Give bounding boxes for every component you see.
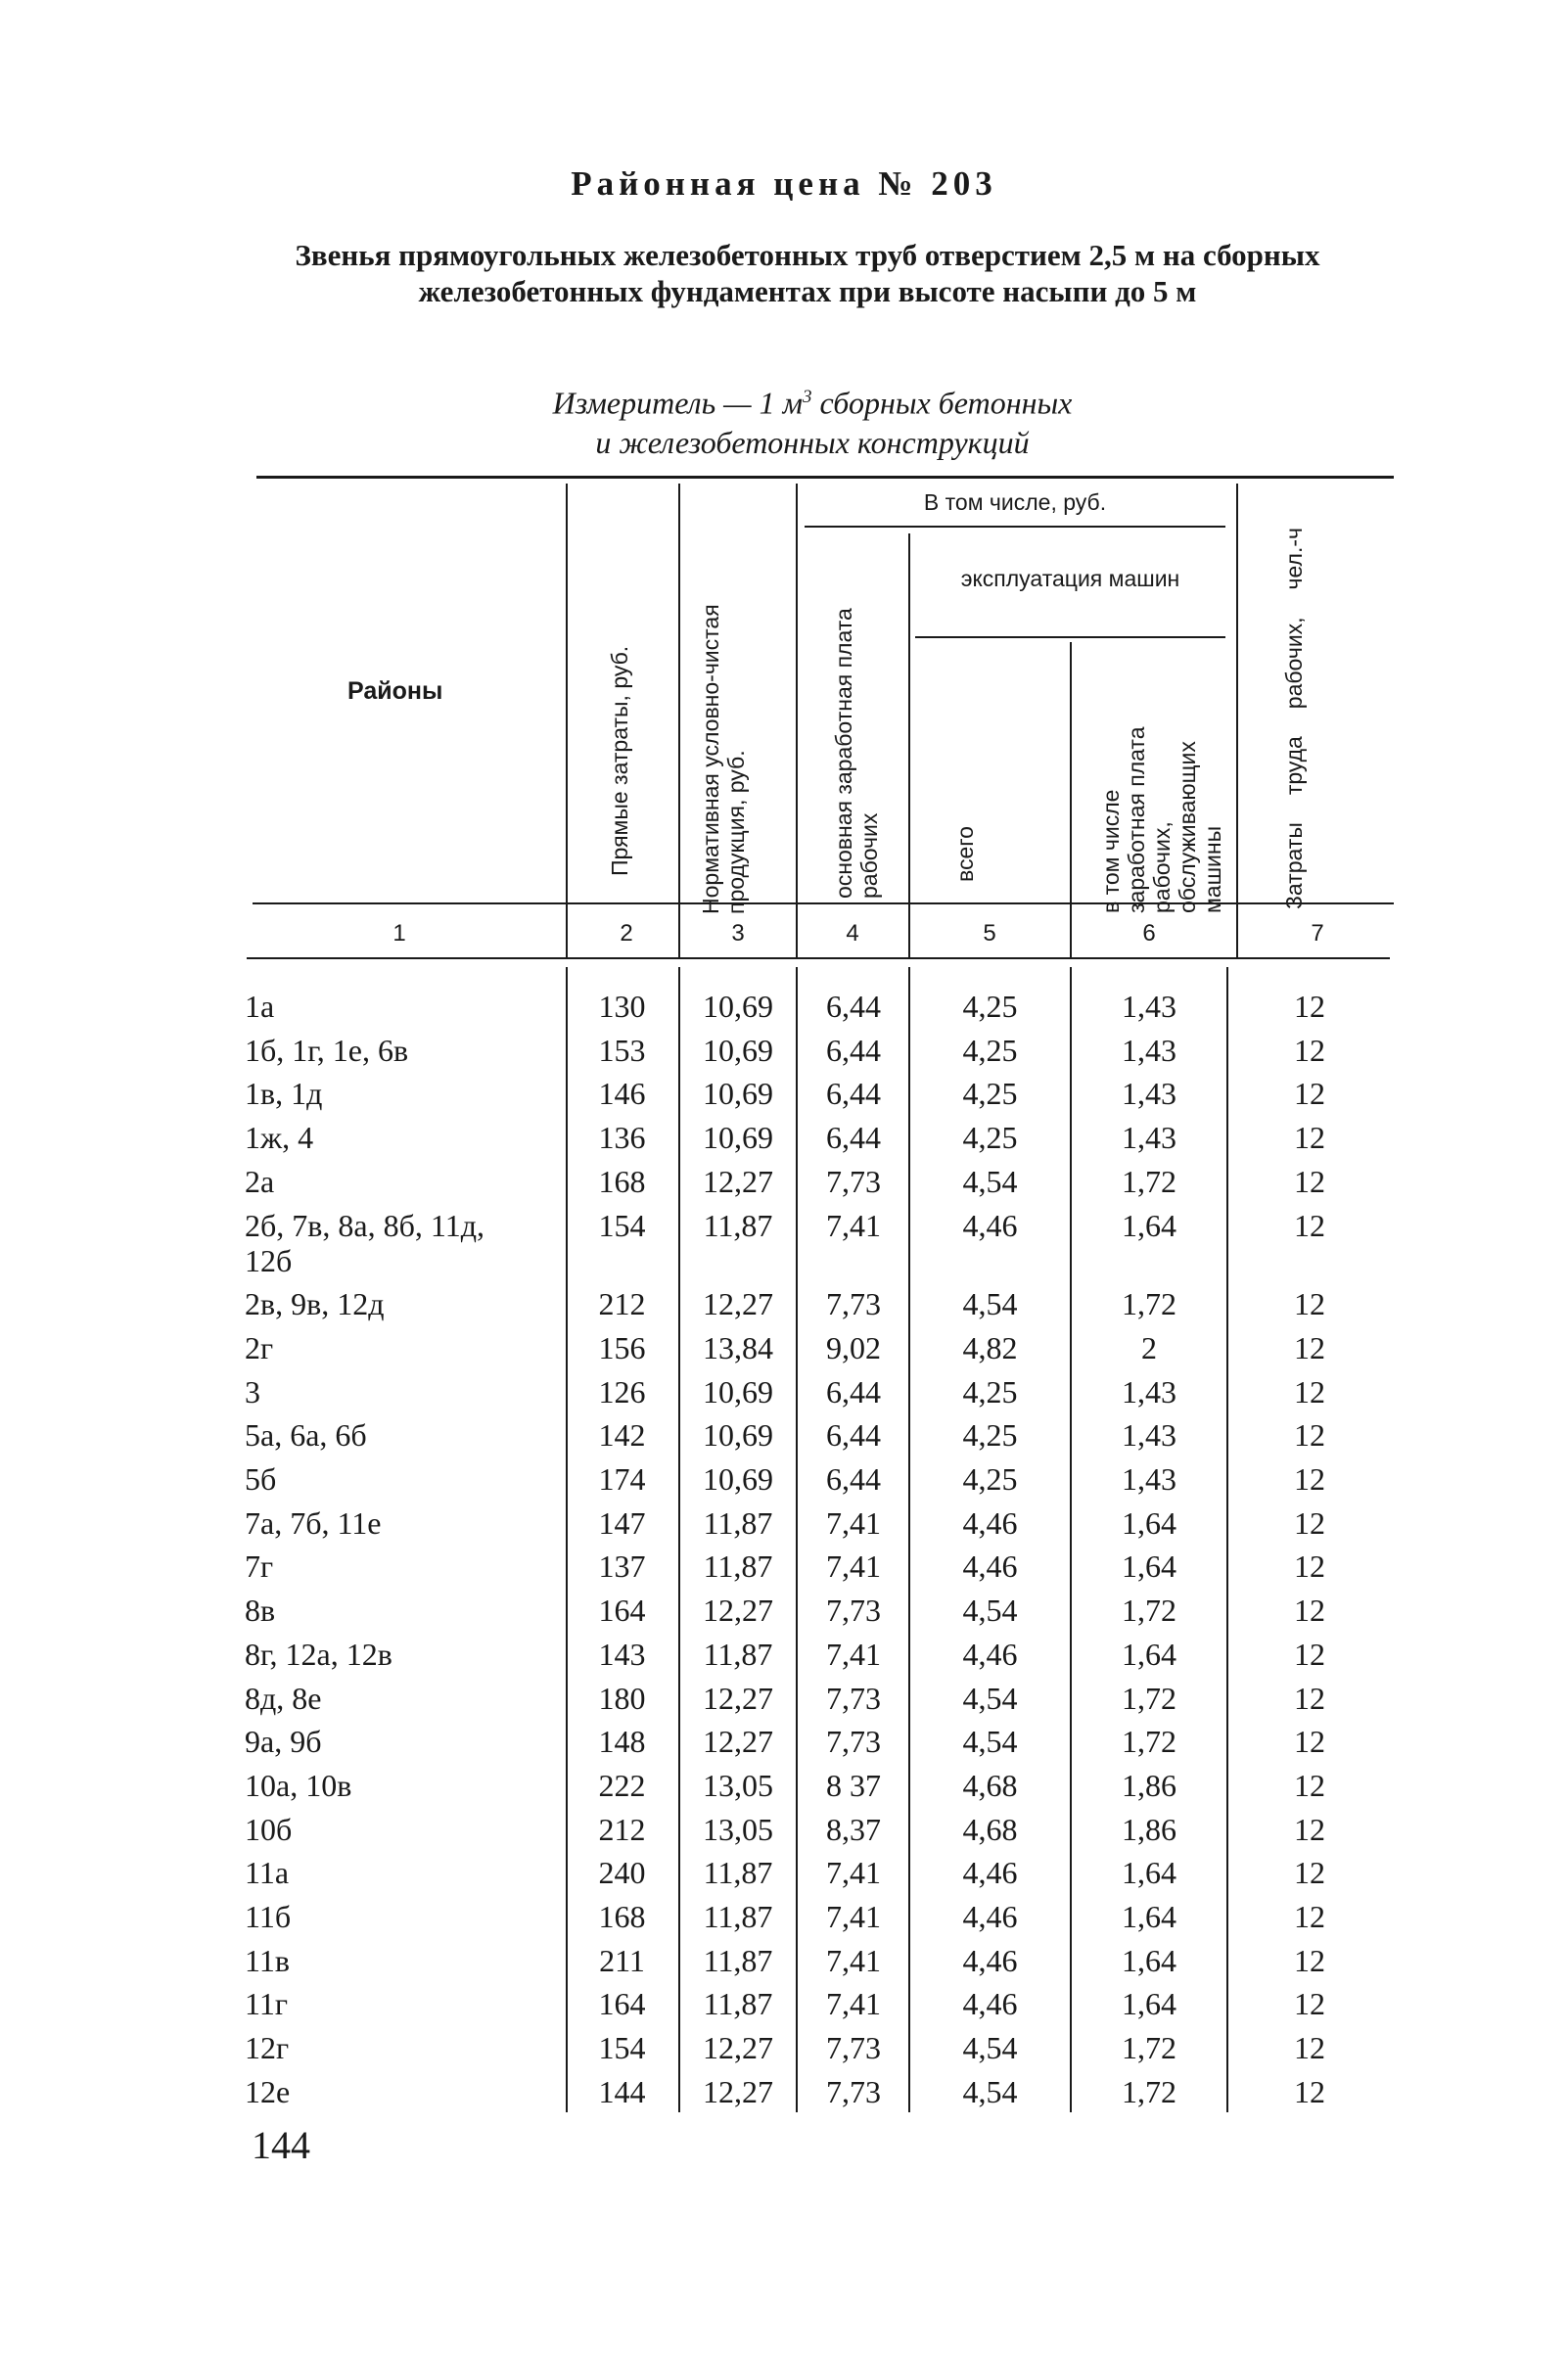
cell-normative: 13,84 — [703, 1329, 773, 1365]
page-title: Районная цена № 203 — [571, 164, 997, 203]
cell-machines-total: 4,68 — [962, 1767, 1018, 1803]
table-row — [0, 1164, 1568, 1208]
cell-machines-wage: 1,72 — [1122, 2030, 1176, 2066]
cell-labor: 12 — [1294, 1899, 1325, 1934]
cell-labor: 12 — [1294, 1120, 1325, 1156]
cell-labor: 12 — [1294, 1811, 1325, 1847]
header-rule-group — [805, 526, 1225, 528]
table-row — [0, 1374, 1568, 1418]
cell-district-continued: 12б — [245, 1242, 293, 1278]
table-row — [0, 1548, 1568, 1593]
cell-normative: 11,87 — [703, 1899, 773, 1934]
cell-direct-costs: 136 — [598, 1120, 646, 1156]
cell-machines-wage: 1,86 — [1122, 1767, 1176, 1803]
cell-labor: 12 — [1294, 1855, 1325, 1891]
header-labor: Затраты труда рабочих, чел.-ч — [1281, 528, 1307, 909]
cell-normative: 10,69 — [703, 1120, 773, 1156]
cell-district: 8д, 8е — [245, 1680, 322, 1716]
cell-district: 1ж, 4 — [245, 1120, 314, 1156]
cell-machines-total: 4,46 — [962, 1504, 1018, 1541]
cell-base-wage: 8 37 — [826, 1767, 881, 1803]
table-top-rule — [256, 476, 1394, 479]
header-machines-total: всего — [952, 826, 978, 882]
cell-district: 1в, 1д — [245, 1076, 323, 1112]
table-row — [0, 1505, 1568, 1549]
cell-normative: 11,87 — [703, 1942, 773, 1978]
cell-base-wage: 7,73 — [826, 2073, 881, 2109]
cell-machines-wage: 1,72 — [1122, 2073, 1176, 2109]
cell-direct-costs: 144 — [598, 2073, 646, 2109]
header-normative: Нормативная условно-чистая продукция, руб. — [698, 604, 749, 914]
cell-direct-costs: 153 — [598, 1032, 646, 1068]
cell-normative: 12,27 — [703, 1680, 773, 1716]
cell-machines-total: 4,54 — [962, 1680, 1018, 1716]
cell-normative: 10,69 — [703, 1076, 773, 1112]
cell-base-wage: 7,41 — [826, 1504, 881, 1541]
meter-suffix: сборных бетонных — [811, 385, 1073, 421]
cell-labor: 12 — [1294, 2030, 1325, 2066]
table-row — [0, 1768, 1568, 1812]
cell-normative: 13,05 — [703, 1811, 773, 1847]
header-districts: Районы — [347, 677, 443, 705]
cell-district: 2в, 9в, 12д — [245, 1286, 385, 1322]
cell-base-wage: 7,41 — [826, 1942, 881, 1978]
table-row — [0, 1033, 1568, 1077]
cell-base-wage: 7,73 — [826, 2030, 881, 2066]
cell-direct-costs: 240 — [598, 1855, 646, 1891]
cell-district: 3 — [245, 1373, 260, 1410]
unit-of-measure — [421, 378, 1204, 462]
cell-district: 11г — [245, 1986, 288, 2022]
colnum-7: 7 — [1311, 920, 1324, 947]
cell-direct-costs: 126 — [598, 1373, 646, 1410]
cell-base-wage: 7,41 — [826, 1855, 881, 1891]
cell-labor: 12 — [1294, 1504, 1325, 1541]
cell-district: 1а — [245, 989, 275, 1024]
cell-machines-total: 4,25 — [962, 1032, 1018, 1068]
cell-direct-costs: 154 — [598, 2030, 646, 2066]
table-row — [0, 1076, 1568, 1120]
cell-base-wage: 6,44 — [826, 1461, 881, 1497]
cell-labor: 12 — [1294, 1636, 1325, 1672]
table-row — [0, 1986, 1568, 2030]
cell-district: 1б, 1г, 1е, 6в — [245, 1032, 409, 1068]
cell-machines-total: 4,25 — [962, 1076, 1018, 1112]
cell-labor: 12 — [1294, 1548, 1325, 1585]
cell-base-wage: 7,41 — [826, 1548, 881, 1585]
cell-district: 12г — [245, 2030, 290, 2066]
cell-base-wage: 9,02 — [826, 1329, 881, 1365]
header-base-wage: основная заработная плата рабочих — [831, 608, 882, 899]
cell-machines-wage: 1,64 — [1122, 1899, 1176, 1934]
cell-district: 10а, 10в — [245, 1767, 352, 1803]
cell-base-wage: 7,73 — [826, 1593, 881, 1629]
cell-normative: 11,87 — [703, 1986, 773, 2022]
table-row — [0, 2030, 1568, 2074]
cell-machines-wage: 1,64 — [1122, 1636, 1176, 1672]
colnum-5: 5 — [983, 920, 996, 947]
cell-machines-wage: 1,43 — [1122, 1461, 1176, 1497]
cell-machines-wage: 1,64 — [1122, 1855, 1176, 1891]
table-row — [0, 989, 1568, 1033]
page-number: 144 — [252, 2123, 310, 2167]
cell-machines-total: 4,46 — [962, 1899, 1018, 1934]
cell-district: 9а, 9б — [245, 1724, 322, 1760]
cell-normative: 10,69 — [703, 1461, 773, 1497]
cell-base-wage: 8,37 — [826, 1811, 881, 1847]
cell-labor: 12 — [1294, 1076, 1325, 1112]
table-row — [0, 2074, 1568, 2118]
table-row — [0, 1637, 1568, 1681]
cell-base-wage: 7,73 — [826, 1286, 881, 1322]
colnum-1: 1 — [392, 920, 406, 947]
cell-normative: 11,87 — [703, 1207, 773, 1243]
cell-machines-total: 4,46 — [962, 1548, 1018, 1585]
cell-normative: 12,27 — [703, 2030, 773, 2066]
cell-labor: 12 — [1294, 989, 1325, 1024]
cell-base-wage: 7,73 — [826, 1680, 881, 1716]
colnum-6: 6 — [1142, 920, 1156, 947]
cell-labor: 12 — [1294, 1207, 1325, 1243]
cell-base-wage: 6,44 — [826, 1120, 881, 1156]
cell-base-wage: 6,44 — [826, 1417, 881, 1454]
cell-normative: 10,69 — [703, 1373, 773, 1410]
cell-machines-wage: 1,64 — [1122, 1986, 1176, 2022]
table-row — [0, 1681, 1568, 1725]
cell-normative: 10,69 — [703, 989, 773, 1024]
cell-district: 2б, 7в, 8а, 8б, 11д, — [245, 1207, 484, 1243]
cell-labor: 12 — [1294, 1163, 1325, 1199]
cell-direct-costs: 164 — [598, 1986, 646, 2022]
cell-district: 10б — [245, 1811, 293, 1847]
cell-machines-wage: 1,72 — [1122, 1680, 1176, 1716]
cell-machines-wage: 1,64 — [1122, 1504, 1176, 1541]
cell-direct-costs: 148 — [598, 1724, 646, 1760]
cell-machines-total: 4,25 — [962, 1373, 1018, 1410]
cell-machines-total: 4,25 — [962, 1120, 1018, 1156]
cell-base-wage: 7,41 — [826, 1207, 881, 1243]
cell-district: 7г — [245, 1548, 274, 1585]
cell-direct-costs: 142 — [598, 1417, 646, 1454]
cell-district: 8в — [245, 1593, 276, 1629]
cell-machines-wage: 1,64 — [1122, 1548, 1176, 1585]
cell-machines-total: 4,46 — [962, 1855, 1018, 1891]
table-row — [0, 1899, 1568, 1943]
header-vline-2 — [678, 484, 680, 957]
cell-labor: 12 — [1294, 1286, 1325, 1322]
cell-base-wage: 6,44 — [826, 1076, 881, 1112]
header-machines-wage: в том числе заработная плата рабочих, обслуживающих машины — [1098, 726, 1225, 913]
cell-normative: 12,27 — [703, 1163, 773, 1199]
cell-machines-total: 4,54 — [962, 1163, 1018, 1199]
cell-machines-total: 4,46 — [962, 1207, 1018, 1243]
cell-machines-wage: 1,72 — [1122, 1286, 1176, 1322]
cell-normative: 10,69 — [703, 1417, 773, 1454]
cell-labor: 12 — [1294, 1461, 1325, 1497]
cell-machines-wage: 1,43 — [1122, 1120, 1176, 1156]
cell-base-wage: 7,73 — [826, 1163, 881, 1199]
cell-district: 12е — [245, 2073, 291, 2109]
cell-district: 2г — [245, 1329, 274, 1365]
cell-base-wage: 7,41 — [826, 1636, 881, 1672]
cell-direct-costs: 156 — [598, 1329, 646, 1365]
cell-labor: 12 — [1294, 1724, 1325, 1760]
cell-base-wage: 6,44 — [826, 1032, 881, 1068]
cell-machines-wage: 1,43 — [1122, 1417, 1176, 1454]
cell-base-wage: 7,41 — [826, 1899, 881, 1934]
table-row — [0, 1120, 1568, 1164]
cell-machines-total: 4,82 — [962, 1329, 1018, 1365]
cell-machines-total: 4,54 — [962, 2073, 1018, 2109]
table-row — [0, 1286, 1568, 1330]
cell-normative: 12,27 — [703, 1286, 773, 1322]
cell-base-wage: 7,73 — [826, 1724, 881, 1760]
cell-labor: 12 — [1294, 1767, 1325, 1803]
header-incl-group: В том числе, руб. — [923, 489, 1107, 515]
cell-district: 11б — [245, 1899, 292, 1934]
header-vline-5 — [1070, 642, 1072, 957]
cell-labor: 12 — [1294, 1593, 1325, 1629]
cell-normative: 12,27 — [703, 1724, 773, 1760]
cell-machines-total: 4,25 — [962, 989, 1018, 1024]
header-rule-machines — [915, 636, 1225, 638]
cell-labor: 12 — [1294, 1373, 1325, 1410]
cell-labor: 12 — [1294, 1329, 1325, 1365]
cell-normative: 11,87 — [703, 1636, 773, 1672]
table-row — [0, 1461, 1568, 1505]
cell-labor: 12 — [1294, 1942, 1325, 1978]
cell-direct-costs: 168 — [598, 1899, 646, 1934]
cell-normative: 11,87 — [703, 1548, 773, 1585]
cell-direct-costs: 146 — [598, 1076, 646, 1112]
cell-normative: 11,87 — [703, 1855, 773, 1891]
cell-machines-wage: 1,43 — [1122, 1076, 1176, 1112]
cell-district: 11а — [245, 1855, 290, 1891]
table-row — [0, 1855, 1568, 1899]
cell-machines-wage: 1,72 — [1122, 1593, 1176, 1629]
colnum-bottom-rule — [247, 957, 1390, 959]
cell-direct-costs: 212 — [598, 1286, 646, 1322]
cell-district: 7а, 7б, 11е — [245, 1504, 382, 1541]
cell-machines-total: 4,46 — [962, 1986, 1018, 2022]
cell-labor: 12 — [1294, 1417, 1325, 1454]
cell-district: 5а, 6а, 6б — [245, 1417, 367, 1454]
cell-direct-costs: 212 — [598, 1811, 646, 1847]
cell-machines-wage: 1,43 — [1122, 989, 1176, 1024]
cell-district: 11в — [245, 1942, 290, 1978]
cell-machines-total: 4,25 — [962, 1417, 1018, 1454]
table-row — [0, 1812, 1568, 1856]
cell-direct-costs: 168 — [598, 1163, 646, 1199]
page-subtitle: Звенья прямоугольных железобетонных труб отверстием 2,5 м на сборных железобетонных фундаментах при высоте насыпи до 5 м — [295, 238, 1320, 308]
meter-line2: и железобетонных конструкций — [595, 424, 1030, 460]
cell-direct-costs: 130 — [598, 989, 646, 1024]
cell-district: 5б — [245, 1461, 277, 1497]
cell-machines-total: 4,46 — [962, 1636, 1018, 1672]
colnum-3: 3 — [731, 920, 745, 947]
cell-normative: 10,69 — [703, 1032, 773, 1068]
cell-machines-wage: 1,64 — [1122, 1207, 1176, 1243]
header-vline-4 — [908, 533, 910, 957]
cell-machines-total: 4,54 — [962, 1724, 1018, 1760]
cell-normative: 12,27 — [703, 1593, 773, 1629]
cell-normative: 11,87 — [703, 1504, 773, 1541]
table-row-continuation — [0, 1243, 1568, 1287]
cell-direct-costs: 147 — [598, 1504, 646, 1541]
table-row — [0, 1593, 1568, 1637]
cell-labor: 12 — [1294, 1986, 1325, 2022]
cell-machines-total: 4,25 — [962, 1461, 1018, 1497]
cell-machines-total: 4,54 — [962, 1593, 1018, 1629]
table-row — [0, 1943, 1568, 1987]
cell-base-wage: 6,44 — [826, 1373, 881, 1410]
cell-direct-costs: 222 — [598, 1767, 646, 1803]
cell-direct-costs: 143 — [598, 1636, 646, 1672]
cell-machines-wage: 2 — [1141, 1329, 1157, 1365]
header-vline-3 — [796, 484, 798, 957]
cell-base-wage: 6,44 — [826, 989, 881, 1024]
cell-direct-costs: 137 — [598, 1548, 646, 1585]
cell-direct-costs: 154 — [598, 1207, 646, 1243]
cell-labor: 12 — [1294, 2073, 1325, 2109]
cell-labor: 12 — [1294, 1680, 1325, 1716]
cell-machines-total: 4,68 — [962, 1811, 1018, 1847]
cell-normative: 12,27 — [703, 2073, 773, 2109]
header-machines: эксплуатация машин — [960, 566, 1180, 591]
table-row — [0, 1330, 1568, 1374]
header-direct-costs: Прямые затраты, руб. — [607, 645, 632, 876]
cell-direct-costs: 180 — [598, 1680, 646, 1716]
meter-prefix: Измеритель — 1 м — [552, 385, 803, 421]
cell-machines-total: 4,54 — [962, 1286, 1018, 1322]
cell-machines-wage: 1,43 — [1122, 1373, 1176, 1410]
cell-direct-costs: 174 — [598, 1461, 646, 1497]
cell-machines-wage: 1,72 — [1122, 1163, 1176, 1199]
cell-machines-wage: 1,86 — [1122, 1811, 1176, 1847]
header-vline-6 — [1236, 484, 1238, 957]
cell-machines-wage: 1,64 — [1122, 1942, 1176, 1978]
cell-direct-costs: 164 — [598, 1593, 646, 1629]
cell-labor: 12 — [1294, 1032, 1325, 1068]
cell-direct-costs: 211 — [599, 1942, 645, 1978]
cell-normative: 13,05 — [703, 1767, 773, 1803]
cell-machines-total: 4,54 — [962, 2030, 1018, 2066]
table-row — [0, 1724, 1568, 1768]
header-vline-1 — [566, 484, 568, 957]
cell-machines-wage: 1,72 — [1122, 1724, 1176, 1760]
colnum-2: 2 — [620, 920, 633, 947]
cell-machines-wage: 1,43 — [1122, 1032, 1176, 1068]
colnum-4: 4 — [846, 920, 859, 947]
table-row — [0, 1417, 1568, 1461]
cell-district: 2а — [245, 1163, 275, 1199]
cell-base-wage: 7,41 — [826, 1986, 881, 2022]
cell-machines-total: 4,46 — [962, 1942, 1018, 1978]
cell-district: 8г, 12а, 12в — [245, 1636, 392, 1672]
meter-superscript: 3 — [803, 387, 812, 407]
